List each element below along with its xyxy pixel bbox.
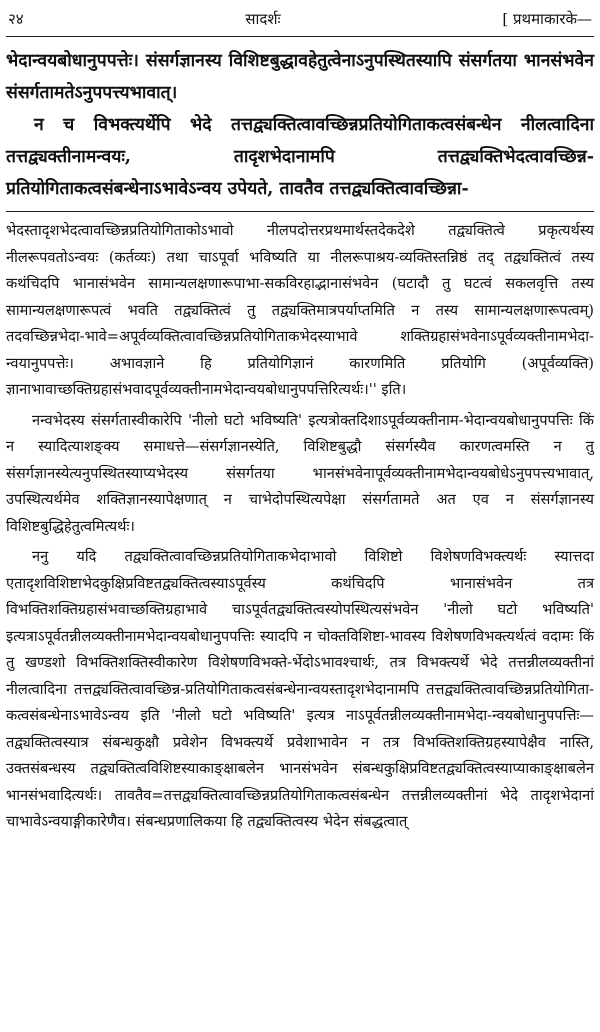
page-number: २४ bbox=[8, 10, 24, 28]
main-text bbox=[6, 45, 594, 205]
running-title: सादर्शः bbox=[245, 10, 281, 28]
divider-rule bbox=[6, 211, 594, 212]
main-paragraph: भेदान्वयबोधानुपपत्तेः। संसर्गज्ञानस्य विशिष्टबुद्धावहेतुत्वेनाऽनुपस्थितस्यापि संसर्गतया भानसंभवेन संसर्गतामतेऽनुपपत्त्यभावात्। bbox=[6, 51, 594, 103]
page-header bbox=[6, 6, 594, 37]
commentary-paragraph: भेदस्तादृशभेदत्वावच्छिन्नप्रतियोगिताकोऽभावो नीलपदोत्तरप्रथमार्थस्तदेकदेशे तद्व्यक्तित्वे प्रकृत्यर्थस्य नीलरूपवतोऽन्वयः (कर्तव्यः) तथा चाऽपूर्वा भविष्यति या नीलरूपाश्रय-व्यक्तिस्तन्निष्ठं तद् तद्व्यक्तित्वं तस्य कथंचिदपि भानासंभवेन सामान्यलक्षणारूपाभा-सकविरहाद्भानासंभवेन (घटादौ तु घटत्वं सकलवृत्ति तस्य सामान्यलक्षणारूपत्वं भवति तद्व्यक्तित्वं तु तद्व्यक्तिमात्रपर्याप्तमिति न तस्य सामान्यलक्षणारूपत्वम्) तदवच्छिन्नभेदा-भावे=अपूर्वव्यक्तित्वावच्छिन्नप्रतियोगिताकभेदस्याभावे शक्तिग्रहासंभवेनाऽपूर्वव्यक्तीनामभेदा-न्वयानुपपत्तेः। अभावज्ञाने हि प्रतियोगिज्ञानं कारणमिति प्रतियोगि (अपूर्वव्यक्ति) ज्ञानाभावाच्छक्तिग्रहासंभवादपूर्वव्यक्तीनामभेदान्वयबोधानुपपत्तिरित्यर्थः।'' इति। bbox=[6, 222, 594, 398]
section-reference: [ प्रथमाकारके— bbox=[502, 10, 592, 28]
commentary bbox=[6, 218, 594, 836]
commentary-paragraph: नन्वभेदस्य संसर्गतास्वीकारेपि 'नीलो घटो भविष्यति' इत्यत्रोक्तदिशाऽपूर्वव्यक्तीनाम-भेदान्वयबोधानुपपत्तिः किं न स्यादित्याशङ्क्य समाधत्ते—संसर्गज्ञानस्येति, विशिष्टबुद्धौ संसर्गस्यैव कारणत्वमस्ति न तु संसर्गज्ञानस्येत्यनुपस्थितस्याप्यभेदस्य संसर्गतया भानसंभवेनापूर्वव्यक्तीनामभेदान्वयबोधेऽनुपपत्त्यभावात्, उपस्थित्यर्थमेव शक्तिज्ञानस्यापेक्षणात् न चाभेदोपस्थित्यपेक्षा संसर्गतामते अत एव न संसर्गज्ञानस्य विशिष्टबुद्धिहेतुत्वमित्यर्थः। bbox=[6, 411, 594, 535]
commentary-paragraph: ननु यदि तद्व्यक्तित्वावच्छिन्नप्रतियोगिताकभेदाभावो विशिष्टो विशेषणविभक्त्यर्थः स्यात्तदा एतादृशविशिष्टाभेदकुक्षिप्रविष्टतद्व्यक्तित्वस्याऽपूर्वस्य कथंचिदपि भानासंभवेन तत्र विभक्तिशक्तिग्रहासंभवाच्छक्तिग्रहाभावे चाऽपूर्वतद्व्यक्तित्वस्योपस्थित्यसंभवेन 'नीलो घटो भविष्यति' इत्यत्राऽपूर्वतन्नीलव्यक्तीनामभेदान्वयबोधानुपपत्तिः स्यादपि न चोक्तविशिष्टा-भावस्य विशेषणविभक्त्यर्थत्वं वदामः किं तु खण्डशो विभक्तिशक्तिस्वीकारेण विशेषणविभक्ते-र्भेदोऽभावश्चार्थः, तत्र विभक्त्यर्थे भेदे तत्तन्नीलव्यक्तीनां नीलत्वादिना तत्तद्व्यक्तित्वावच्छिन्न-प्रतियोगिताकत्वसंबन्धेनान्वयस्तादृशभेदानामपि तत्तद्व्यक्तित्वावच्छिन्नप्रतियोगिता-कत्वसंबन्धेनाऽभावेऽन्वय इति 'नीलो घटो भविष्यति' इत्यत्र नाऽपूर्वतन्नीलव्यक्तीनामभेदा-न्वयबोधानुपपत्तिः—तद्व्यक्तित्वस्यात्र संबन्धकुक्षौ प्रवेशेन विभक्त्यर्थे प्रवेशाभावेन न तत्र विभक्तिशक्तिग्रहस्यापेक्षैव नास्ति, उक्तसंबन्धस्य तद्व्यक्तित्वविशिष्टस्याकाङ्क्षाबलेन भानसंभवेन संबन्धकुक्षिप्रविष्टतद्व्यक्तित्वस्याप्याकाङ्क्षाबलेन भानसंभवादित्यर्थः। तावतैव=तत्तद्व्यक्तित्वावच्छिन्नप्रतियोगिताकत्वसंबन्धेन तत्तन्नीलव्यक्तीनां भेदे तादृशभेदानां चाभावेऽन्वयाङ्गीकारेणैव। संबन्धप्रणालिकया हि तद्व्यक्तित्वस्य भेदेन संबद्धत्वात् bbox=[6, 548, 594, 830]
main-paragraph: न च विभक्त्यर्थेपि भेदे तत्तद्व्यक्तित्वावच्छिन्नप्रतियोगिताकत्वसंबन्धेन नीलत्वादिना तत्तद्व्यक्तीनामन्वयः, तादृशभेदानामपि तत्तद्व्यक्तिभेदत्वावच्छिन्न-प्रतियोगिताकत्वसंबन्धेनाऽभावेऽन्वय उपेयते, तावतैव तत्तद्व्यक्तित्वावच्छिन्ना- bbox=[6, 115, 594, 199]
